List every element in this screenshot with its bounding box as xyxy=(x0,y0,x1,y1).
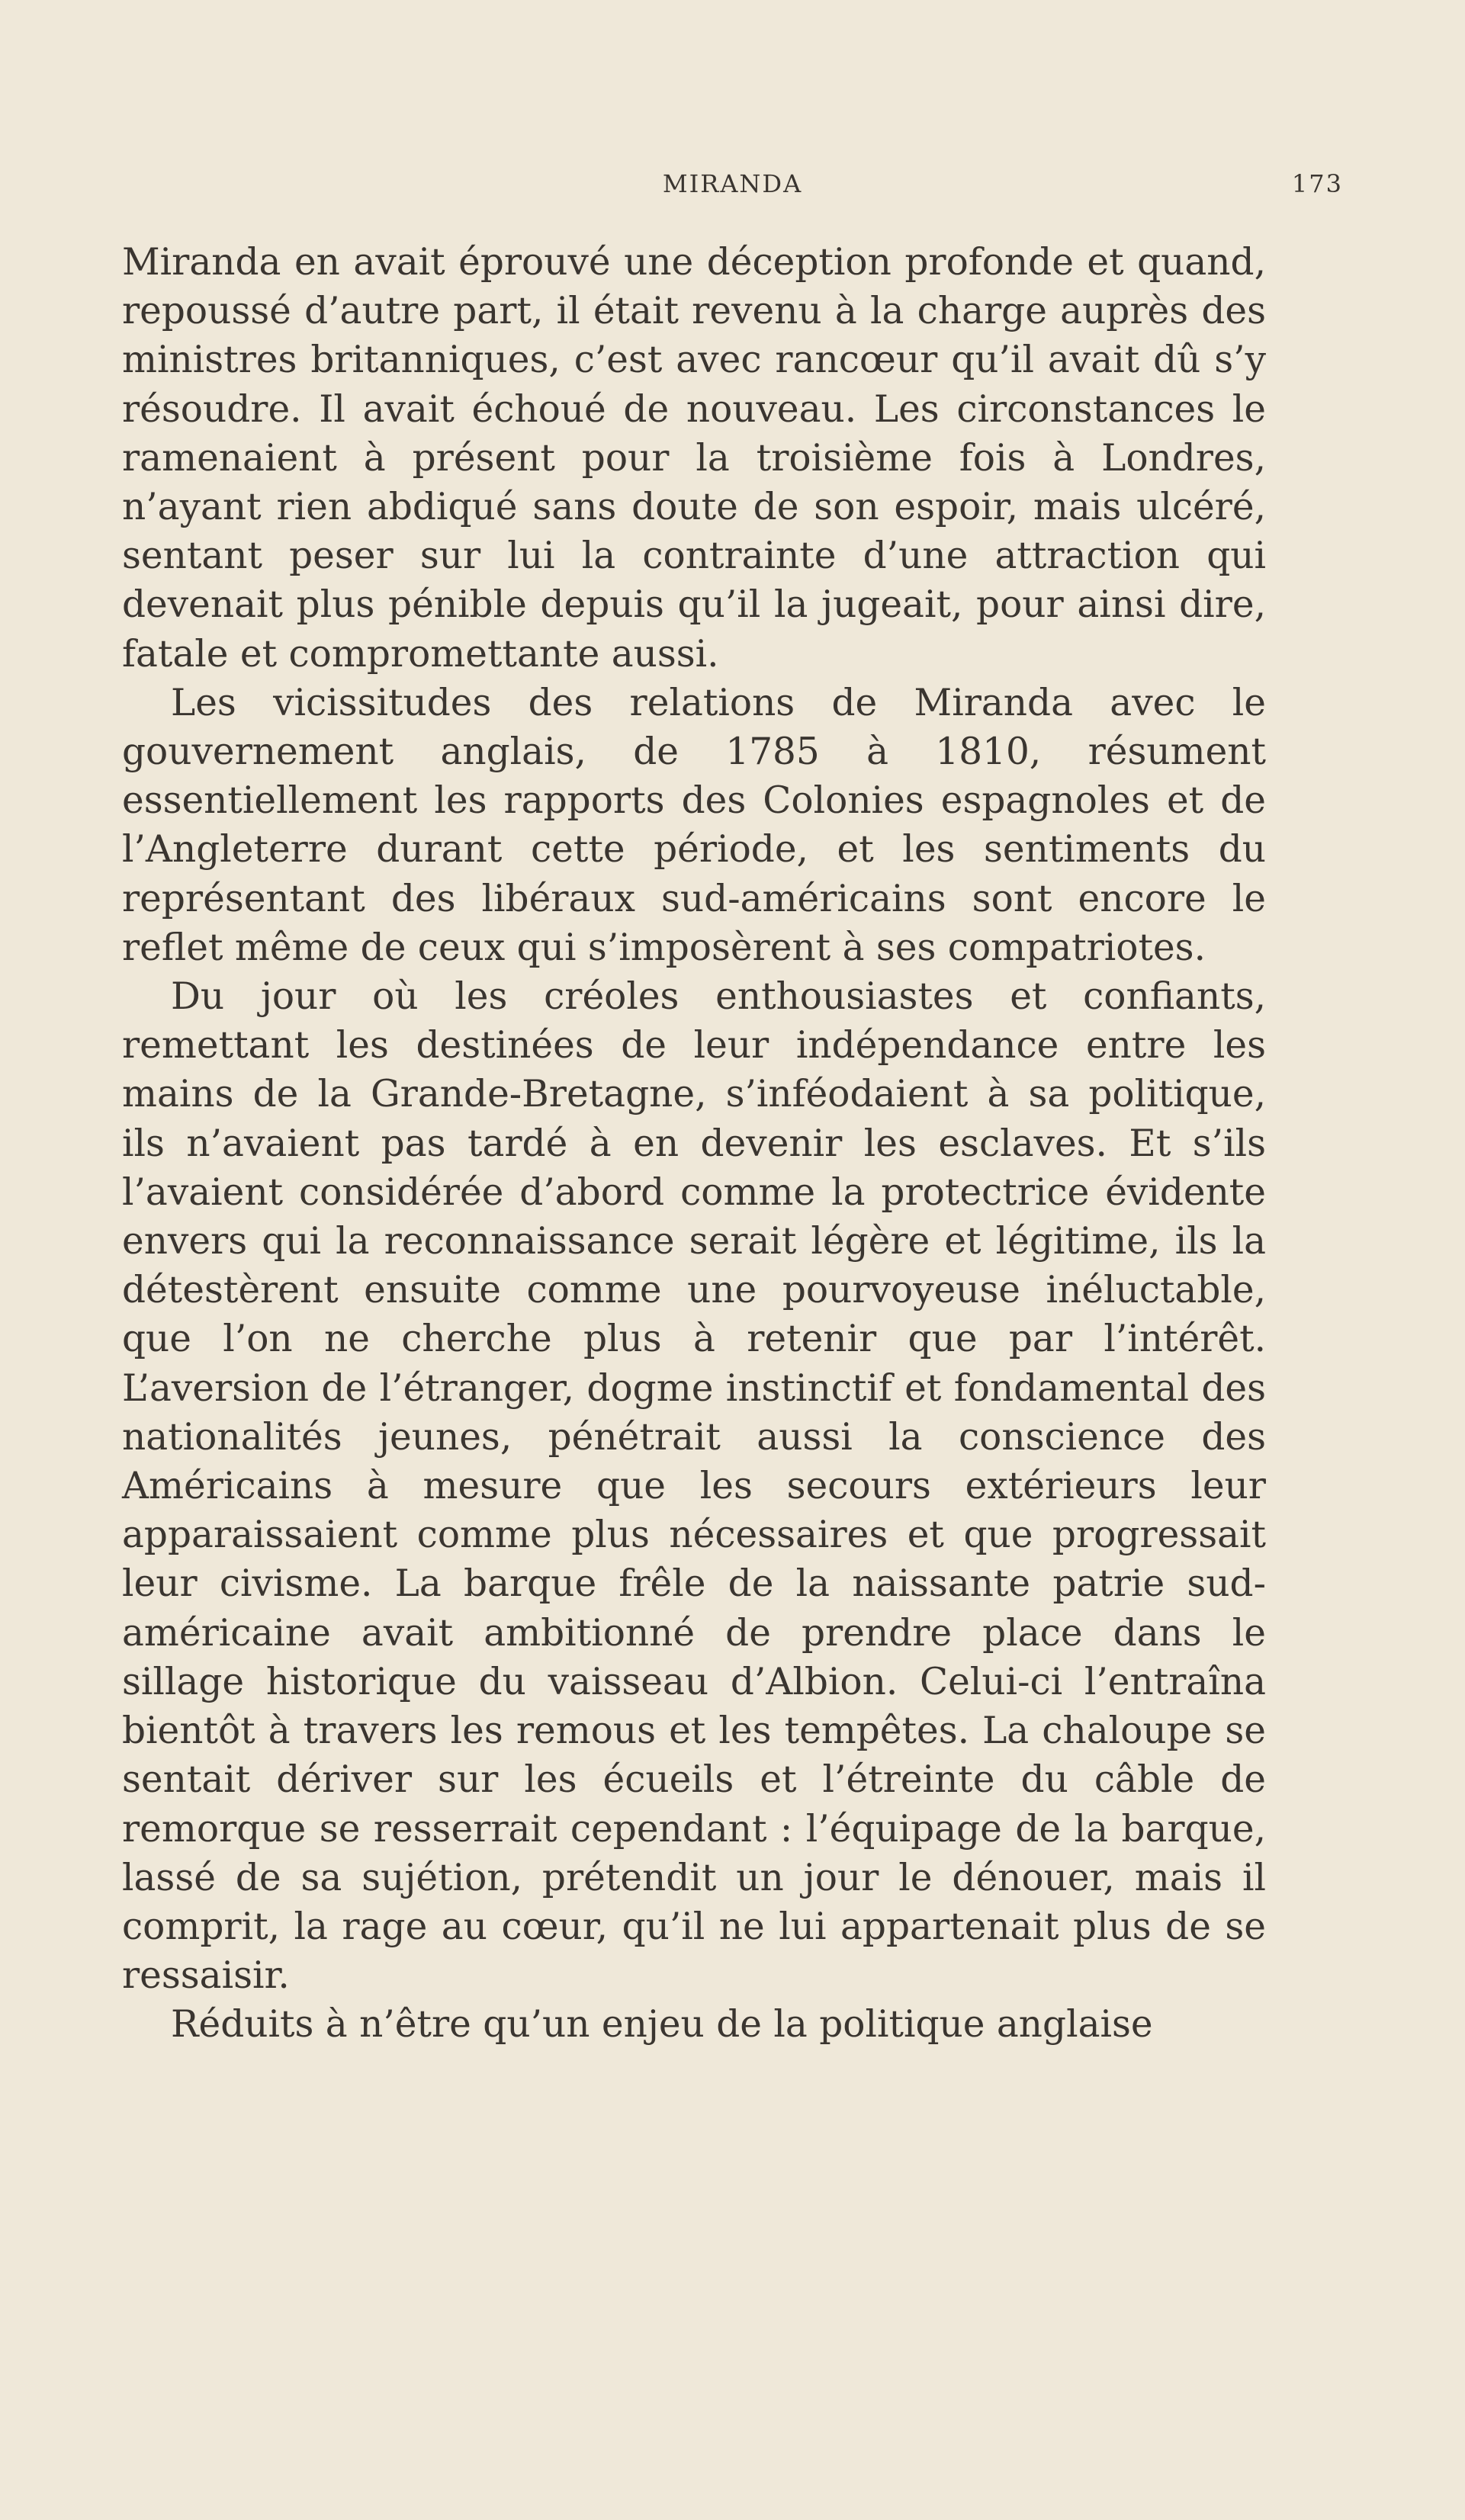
body-text xyxy=(122,238,1266,2050)
paragraph-3: Du jour où les créoles enthousiastes et confiants, remettant les destinées de leur indépendance entre les mains de la Grande-Bretagne, s’inféodaient à sa politique, ils n’avaient pas tardé à en devenir les esclaves. Et s’ils l’avaient considérée d’abord comme la protectrice évidente envers qui la reconnaissance serait légère et légitime, ils la détestèrent ensuite comme une pourvoyeuse inéluctable, que l’on ne cherche plus à retenir que par l’intérêt. L’aversion de l’étranger, dogme instinctif et fondamental des nationalités jeunes, pénétrait aussi la conscience des Américains à mesure que les secours extérieurs leur apparaissaient comme plus nécessaires et que progressait leur civisme. La barque frêle de la naissante patrie sud-américaine avait ambitionné de prendre place dans le sillage historique du vaisseau d’Albion. Celui-ci l’entraîna bientôt à travers les remous et les tempêtes. La chaloupe se sentait dériver sur les écueils et l’étreinte du câble de remorque se resserrait cependant : l’équipage de la barque, lassé de sa sujétion, prétendit un jour le dénouer, mais il comprit, la rage au cœur, qu’il ne lui appartenait plus de se ressaisir. xyxy=(122,975,1266,1998)
paragraph-4: Réduits à n’être qu’un enjeu de la politique anglaise xyxy=(171,2003,1153,2046)
running-head xyxy=(122,169,1343,203)
running-title: MIRANDA xyxy=(662,169,803,198)
page-number: 173 xyxy=(1291,169,1343,198)
paragraph-2: Les vicissitudes des relations de Miranda avec le gouvernement anglais, de 1785 à 1810, résument essentiellement les rapports des Colonies espagnoles et de l’Angleterre durant cette période, et les sentiments du représentant des libéraux sud-américains sont encore le reflet même de ceux qui s’imposèrent à ses compatriotes. xyxy=(122,681,1266,969)
paragraph-1: Miranda en avait éprouvé une déception profonde et quand, repoussé d’autre part, il était revenu à la charge auprès des ministres britanniques, c’est avec rancœur qu’il avait dû s’y résoudre. Il avait échoué de nouveau. Les circonstances le ramenaient à présent pour la troisième fois à Londres, n’ayant rien abdiqué sans doute de son espoir, mais ulcéré, sentant peser sur lui la contrainte d’une attraction qui devenait plus pénible depuis qu’il la jugeait, pour ainsi dire, fatale et compromettante aussi. xyxy=(122,241,1266,676)
